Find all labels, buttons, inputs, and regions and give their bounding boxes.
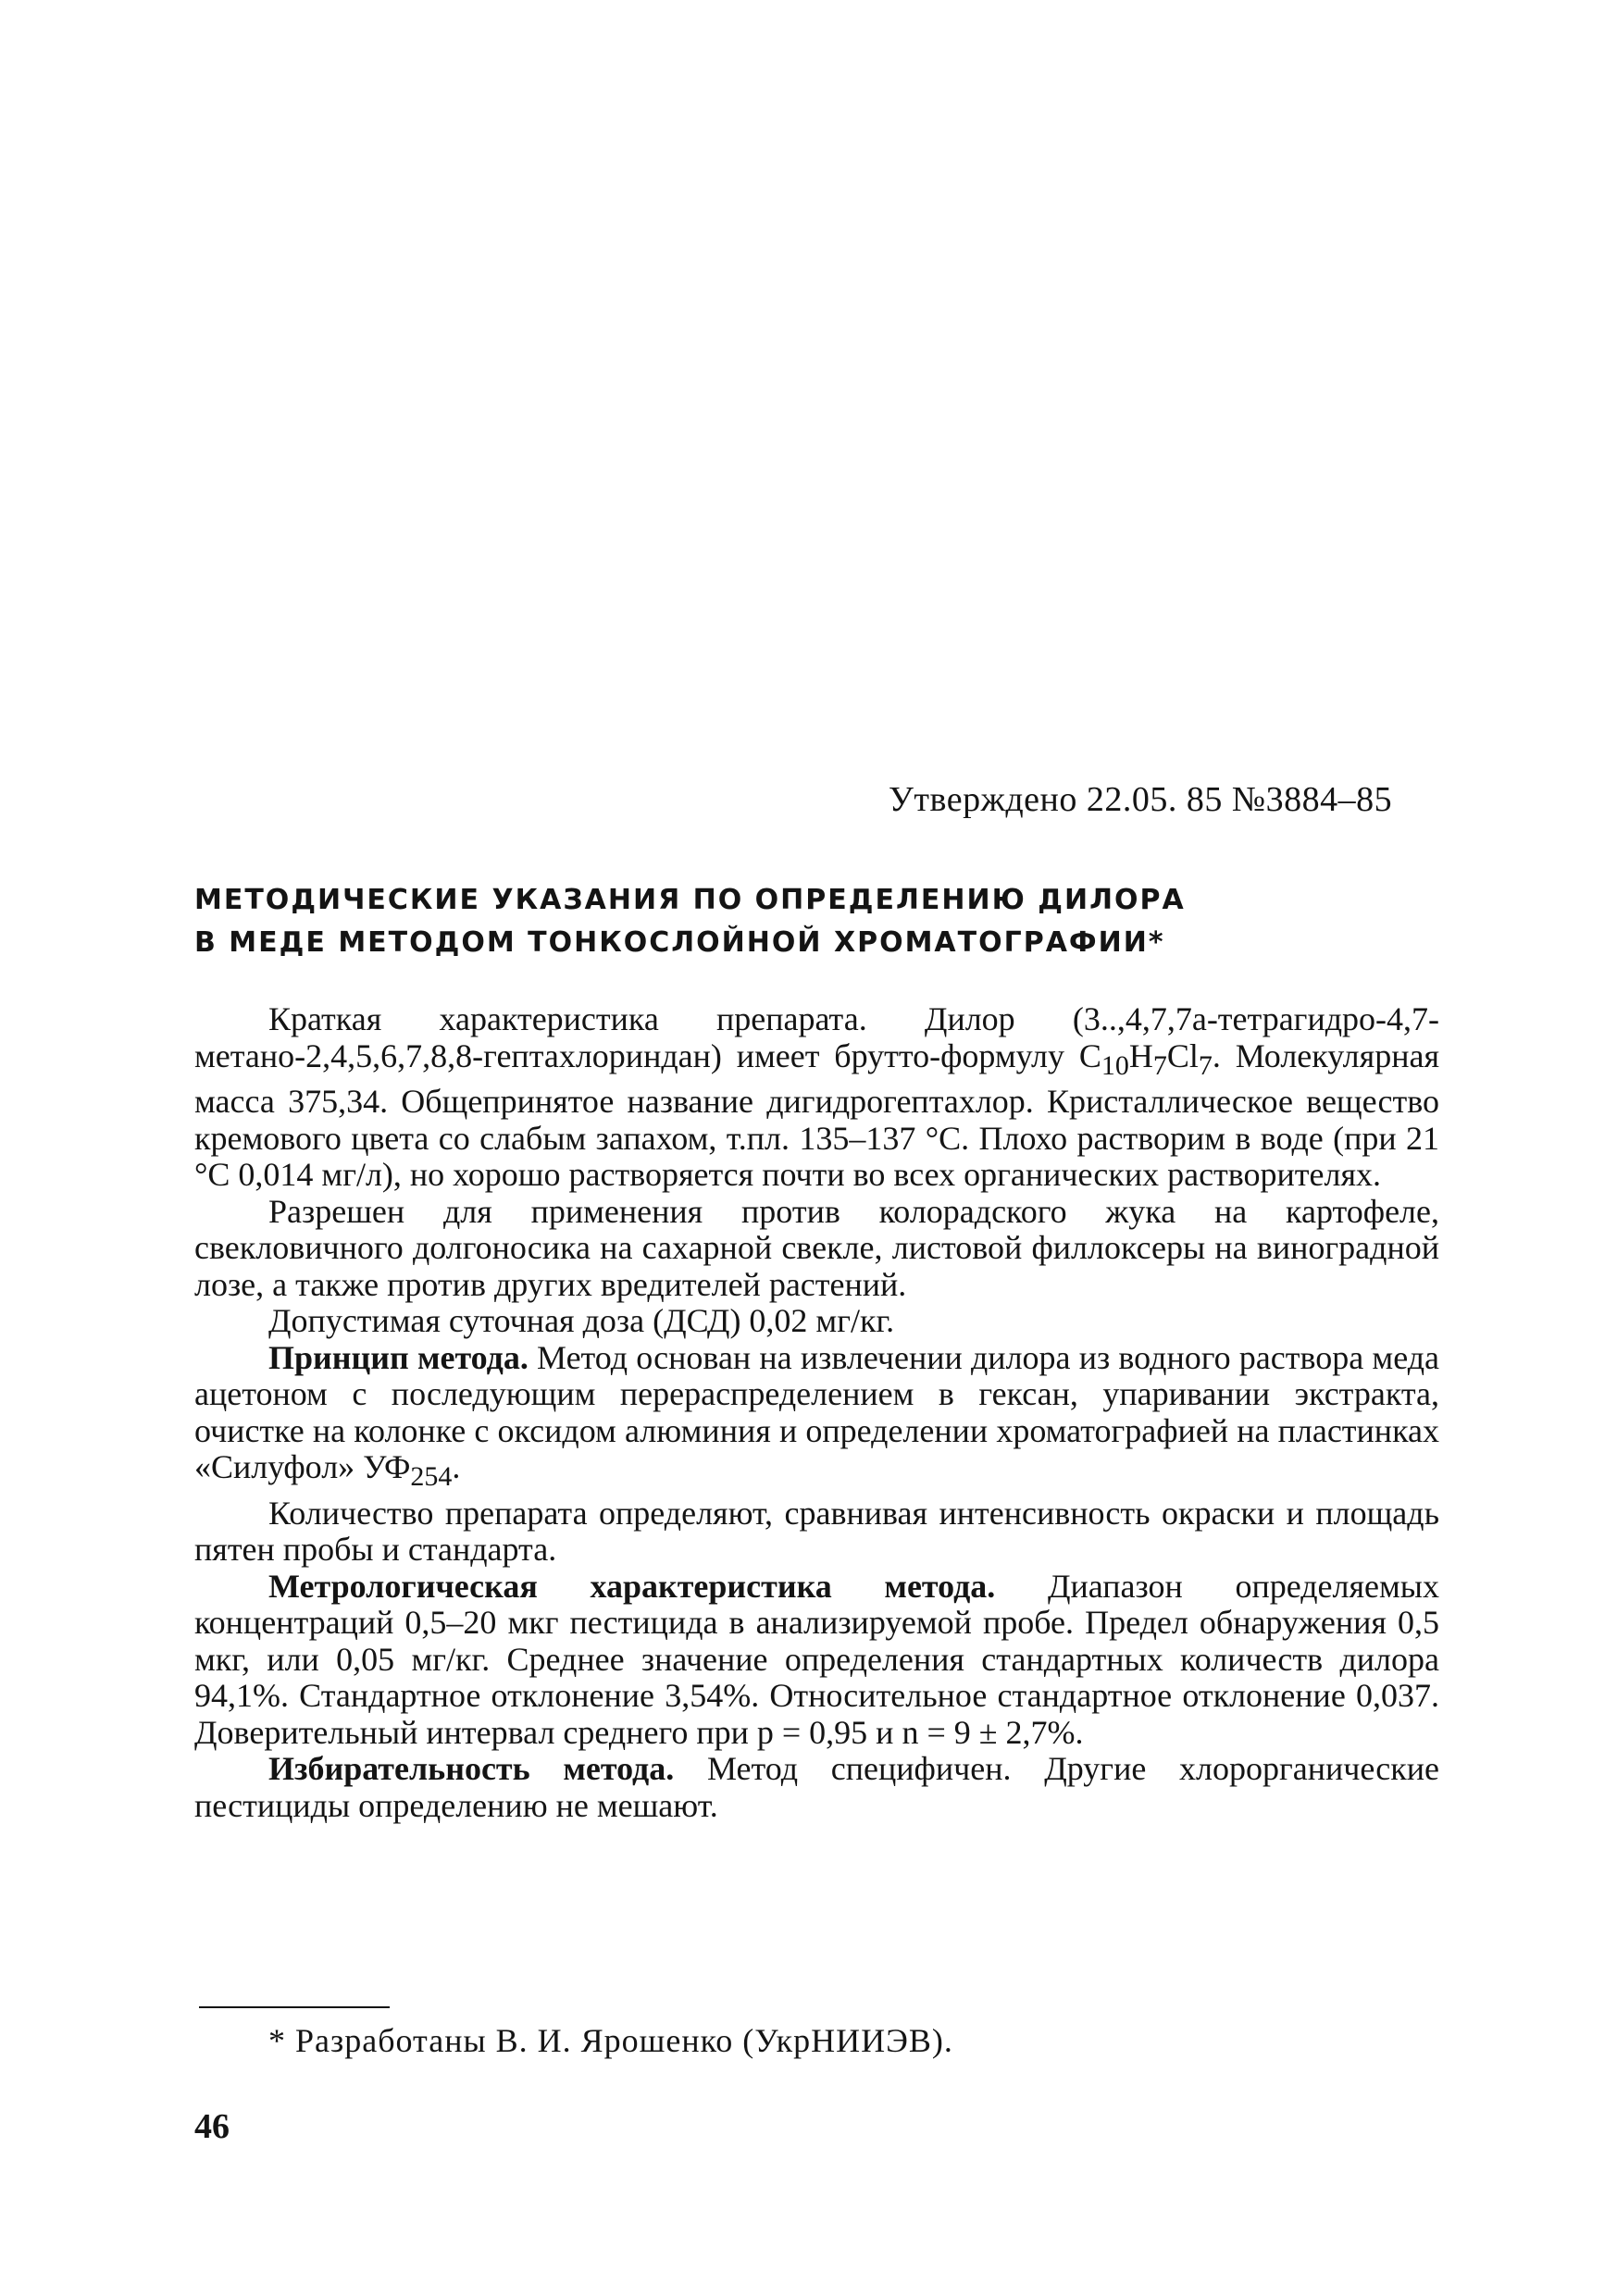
paragraph-text: .	[452, 1448, 461, 1486]
paragraph-label: Принцип метода.	[268, 1338, 529, 1376]
paragraph-text: Cl	[1166, 1036, 1199, 1074]
paragraph-method-principle	[194, 1340, 1439, 1496]
footnote-divider	[199, 2006, 390, 2008]
document-heading	[194, 879, 1398, 964]
paragraph-selectivity	[194, 1751, 1439, 1824]
paragraph-characteristics	[194, 1001, 1439, 1194]
paragraph-usage: Разрешен для применения против колорадского жука на картофеле, свекловичного долгоносика на сахарной свекле, листовой филлоксеры на виноградной лозе, а также против других вредителей растений.	[194, 1192, 1439, 1303]
subscript: 7	[1152, 1049, 1167, 1081]
approval-line: Утверждено 22.05. 85 №3884–85	[889, 780, 1393, 819]
paragraph-text: Диапазон определяемых концентраций 0,5–20 мкг пестицида в анализируемой пробе. Предел обнаружения 0,5 мкг, или 0,05 мг/кг. Среднее значение определения стандартных количеств дилора 94,1%. Стандартное отклонение 3,54%. Относительное стандартное отклонение 0,037. Доверительный интервал среднего при p = 0,95 и n = 9 ± 2,7%.	[194, 1567, 1439, 1751]
paragraph-label: Избирательность метода.	[268, 1750, 675, 1788]
paragraph-text: Метод основан на извлечении дилора из водного раствора меда ацетоном с последующим перераспределением в гексан, упаривании экстракта, очистке на колонке с оксидом алюминия и определении хроматографией на пластинках «Силуфол» УФ	[194, 1338, 1439, 1486]
paragraph-label: Метрологическая характеристика метода.	[268, 1567, 996, 1605]
paragraph-text: . Молекулярная масса 375,34. Общепринятое название дигидрогептахлор. Кристаллическое вещество кремового цвета со слабым запахом, т.пл. 135–137 °С. Плохо растворим в воде (при 21 °С 0,014 мг/л), но хорошо растворяется почти во всех органических растворителях.	[194, 1036, 1439, 1194]
footnote: * Разработаны В. И. Ярошенко (УкрНИИЭВ).	[268, 2022, 953, 2059]
paragraph-text: H	[1128, 1036, 1153, 1074]
subscript: 254	[410, 1461, 453, 1493]
subscript: 10	[1101, 1049, 1129, 1081]
paragraph-metrology	[194, 1569, 1439, 1752]
paragraph-quantification: Количество препарата определяют, сравнивая интенсивность окраски и площадь пятен пробы и стандарта.	[194, 1494, 1439, 1569]
heading-line-1: МЕТОДИЧЕСКИЕ УКАЗАНИЯ ПО ОПРЕДЕЛЕНИЮ ДИЛОРА	[194, 884, 1186, 916]
subscript: 7	[1198, 1049, 1213, 1081]
document-body	[194, 1001, 1439, 1824]
page-number: 46	[194, 2107, 230, 2146]
heading-line-2: В МЕДЕ МЕТОДОМ ТОНКОСЛОЙНОЙ ХРОМАТОГРАФИИ*	[194, 926, 1165, 959]
paragraph-text: Метод специфичен. Другие хлорорганические пестициды определению не мешают.	[194, 1750, 1439, 1824]
paragraph-text: Краткая характеристика препарата. Дилор (3..,4,7,7а-тетрагидро-4,7-метано-2,4,5,6,7,8,8-гептахлориндан) имеет брутто-формулу C	[194, 1000, 1439, 1074]
paragraph-daily-dose: Допустимая суточная доза (ДСД) 0,02 мг/кг.	[268, 1302, 895, 1340]
